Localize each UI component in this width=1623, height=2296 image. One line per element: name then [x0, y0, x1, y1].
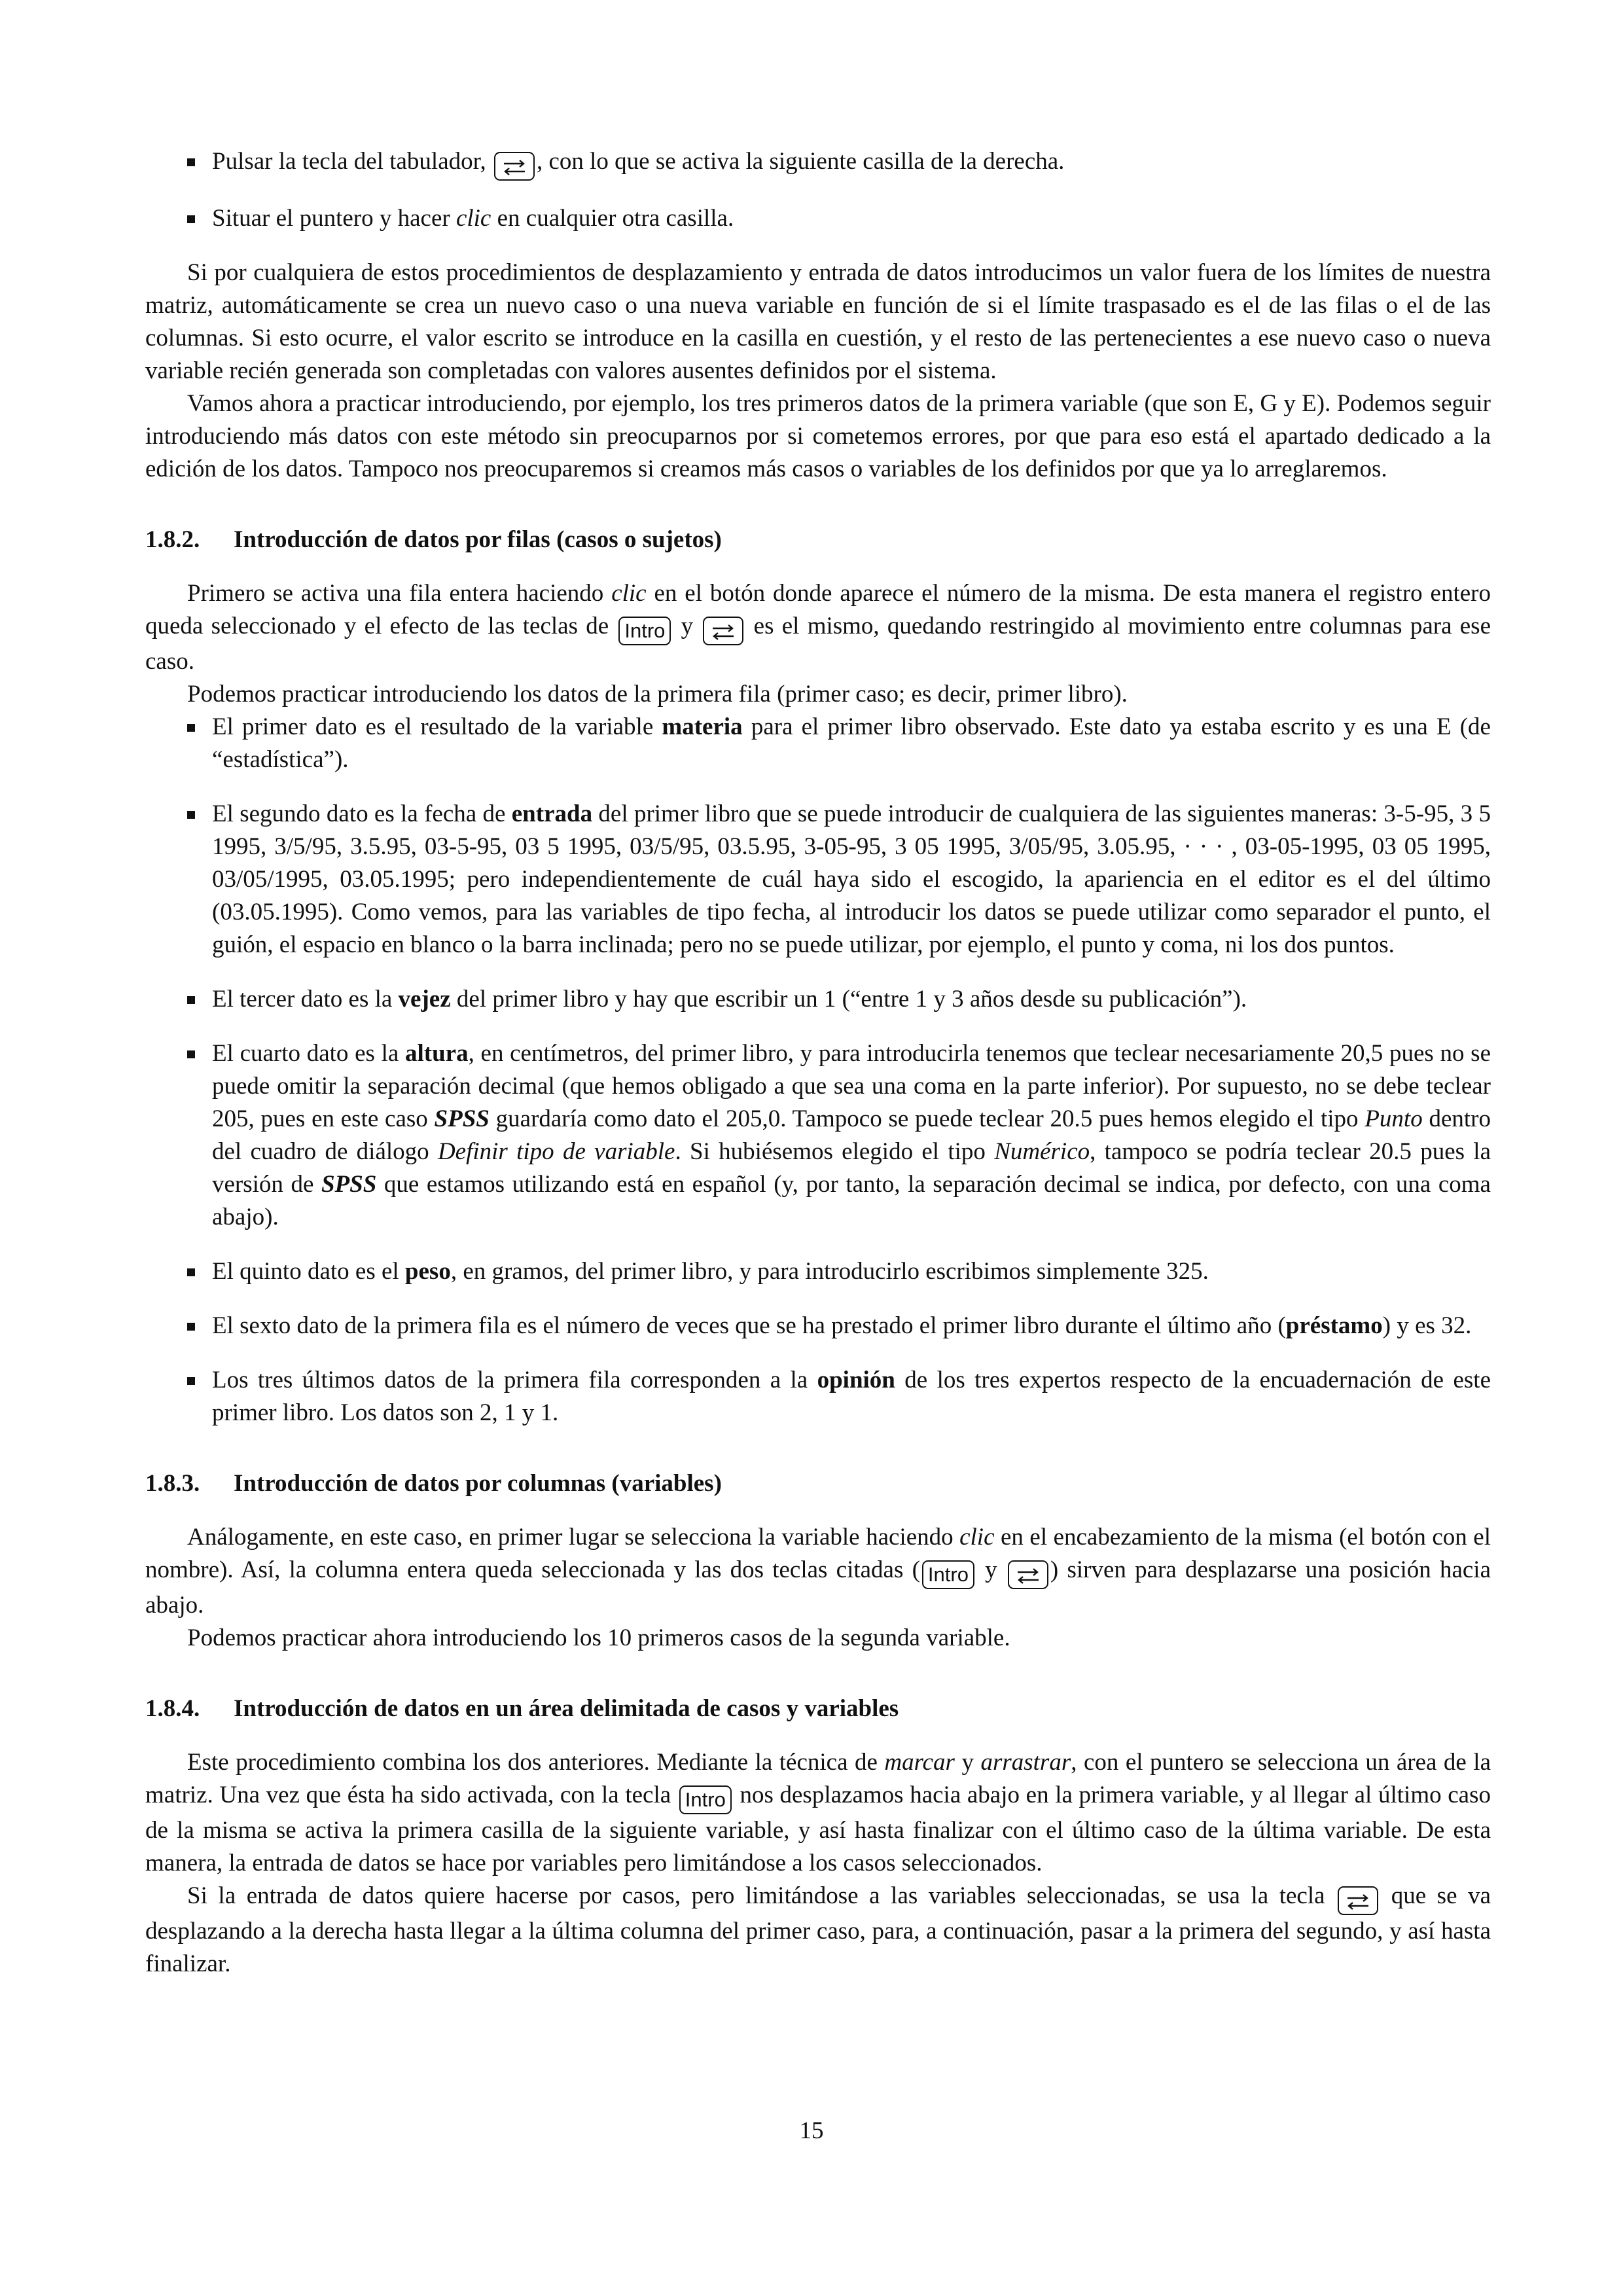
- section-heading-1-8-3: 1.8.3. Introducción de datos por columnas (variables): [145, 1470, 722, 1497]
- navigation-list: [145, 145, 1491, 235]
- list-item: El segundo dato es la fecha de entrada del primer libro que se puede introducir de cualquiera de las siguientes maneras: 3-5-95, 3 5 1995, 3/5/95, 3.5.95, 03-5-95, 03 5 1995, 03/5/95, 03.5.95, 3-05-95, 3 05 1995, 3/05/95, 3.05.95, · · · , 03-05-1995, 03 05 1995, 03/05/1995, 03.05.1995; pero independientemente de cuál haya sido el escogido, la apariencia en el editor es el del último (03.05.1995). Como vemos, para las variables de tipo fecha, al introducir los datos se puede utilizar como separador el punto, el guión, el espacio en blanco o la barra inclinada; pero no se puede utilizar, por ejemplo, el punto y coma, ni los dos puntos.: [145, 798, 1491, 961]
- paragraph: Vamos ahora a practicar introduciendo, por ejemplo, los tres primeros datos de la primera variable (que son E, G y E). Podemos seguir introduciendo más datos con este método sin preocuparnos por si cometemos errores, por que para eso está el apartado dedicado a la edición de los datos. Tampoco nos preocuparemos si creamos más casos o variables de los definidos por que ya lo arreglaremos.: [145, 390, 1491, 482]
- page-content: [145, 145, 1491, 1981]
- tab-key-icon: [703, 617, 743, 645]
- list-item: Los tres últimos datos de la primera fila corresponden a la opinión de los tres expertos respecto de la encuadernación de este primer libro. Los datos son 2, 1 y 1.: [145, 1364, 1491, 1429]
- section-heading-1-8-2: 1.8.2. Introducción de datos por filas (casos o sujetos): [145, 526, 722, 553]
- first-case-list: [145, 711, 1491, 1429]
- tab-key-icon: [494, 152, 535, 181]
- paragraph: Análogamente, en este caso, en primer lugar se selecciona la variable haciendo clic en el encabezamiento de la misma (el botón con el nombre). Así, la columna entera queda seleccionada y las dos teclas citadas ( Intro y ) sirven para desplazarse una posición hacia abajo.: [145, 1524, 1491, 1619]
- intro-key-icon: Intro: [922, 1560, 974, 1589]
- paragraph: Si por cualquiera de estos procedimientos de desplazamiento y entrada de datos introducimos un valor fuera de los límites de nuestra matriz, automáticamente se crea un nuevo caso o una nueva variable en función de si el límite traspasado es el de las filas o el de las columnas. Si esto ocurre, el valor escrito se introduce en la casilla en cuestión, y el resto de las pertenecientes a ese nuevo caso o nueva variable recién generada son completadas con valores ausentes definidos por el sistema.: [145, 259, 1491, 384]
- section-heading-1-8-4: 1.8.4. Introducción de datos en un área delimitada de casos y variables: [145, 1695, 899, 1722]
- list-item: El sexto dato de la primera fila es el número de veces que se ha prestado el primer libro durante el último año (préstamo) y es 32.: [145, 1310, 1491, 1342]
- intro-key-icon: Intro: [618, 617, 671, 645]
- paragraph: Podemos practicar introduciendo los datos de la primera fila (primer caso; es decir, primer libro).: [187, 681, 1128, 708]
- list-item: El quinto dato es el peso, en gramos, del primer libro, y para introducirlo escribimos simplemente 325.: [145, 1255, 1491, 1288]
- list-item: El primer dato es el resultado de la variable materia para el primer libro observado. Este dato ya estaba escrito y es una E (de “estadística”).: [145, 711, 1491, 776]
- list-item: Pulsar la tecla del tabulador, , con lo que se activa la siguiente casilla de la derecha.: [145, 145, 1491, 181]
- intro-key-icon: Intro: [679, 1785, 732, 1814]
- paragraph: Primero se activa una fila entera haciendo clic en el botón donde aparece el número de la misma. De esta manera el registro entero queda seleccionado y el efecto de las teclas de Intro y es el mismo, quedando restringido al movimiento entre columnas para ese caso.: [145, 580, 1491, 675]
- list-item: Situar el puntero y hacer clic en cualquier otra casilla.: [145, 202, 1491, 235]
- list-item: El tercer dato es la vejez del primer libro y hay que escribir un 1 (“entre 1 y 3 años desde su publicación”).: [145, 983, 1491, 1016]
- paragraph: Podemos practicar ahora introduciendo los 10 primeros casos de la segunda variable.: [187, 1624, 1010, 1651]
- paragraph: Este procedimiento combina los dos anteriores. Mediante la técnica de marcar y arrastrar, con el puntero se selecciona un área de la matriz. Una vez que ésta ha sido activada, con la tecla Intro nos desplazamos hacia abajo en la primera variable, y al llegar al último caso de la misma se activa la primera casilla de la siguiente variable, y así hasta finalizar con el último caso de la última variable. De esta manera, la entrada de datos se hace por variables pero limitándose a los casos seleccionados.: [145, 1749, 1491, 1876]
- page-number: 15: [799, 2117, 824, 2144]
- list-item: El cuarto dato es la altura, en centímetros, del primer libro, y para introducirla tenemos que teclear necesariamente 20,5 pues no se puede omitir la separación decimal (que hemos obligado a que sea una coma en la parte inferior). Por supuesto, no se debe teclear 205, pues en este caso SPSS guardaría como dato el 205,0. Tampoco se puede teclear 20.5 pues hemos elegido el tipo Punto dentro del cuadro de diálogo Definir tipo de variable. Si hubiésemos elegido el tipo Numérico, tampoco se podría teclear 20.5 pues la versión de SPSS que estamos utilizando está en español (y, por tanto, la separación decimal se indica, por defecto, con una coma abajo).: [145, 1037, 1491, 1234]
- tab-key-icon: [1008, 1560, 1048, 1589]
- paragraph: Si la entrada de datos quiere hacerse por casos, pero limitándose a las variables seleccionadas, se usa la tecla que se va desplazando a la derecha hasta llegar a la última columna del primer caso, para, a continuación, pasar a la primera del segundo, y así hasta finalizar.: [145, 1882, 1491, 1977]
- tab-key-icon: [1338, 1886, 1378, 1915]
